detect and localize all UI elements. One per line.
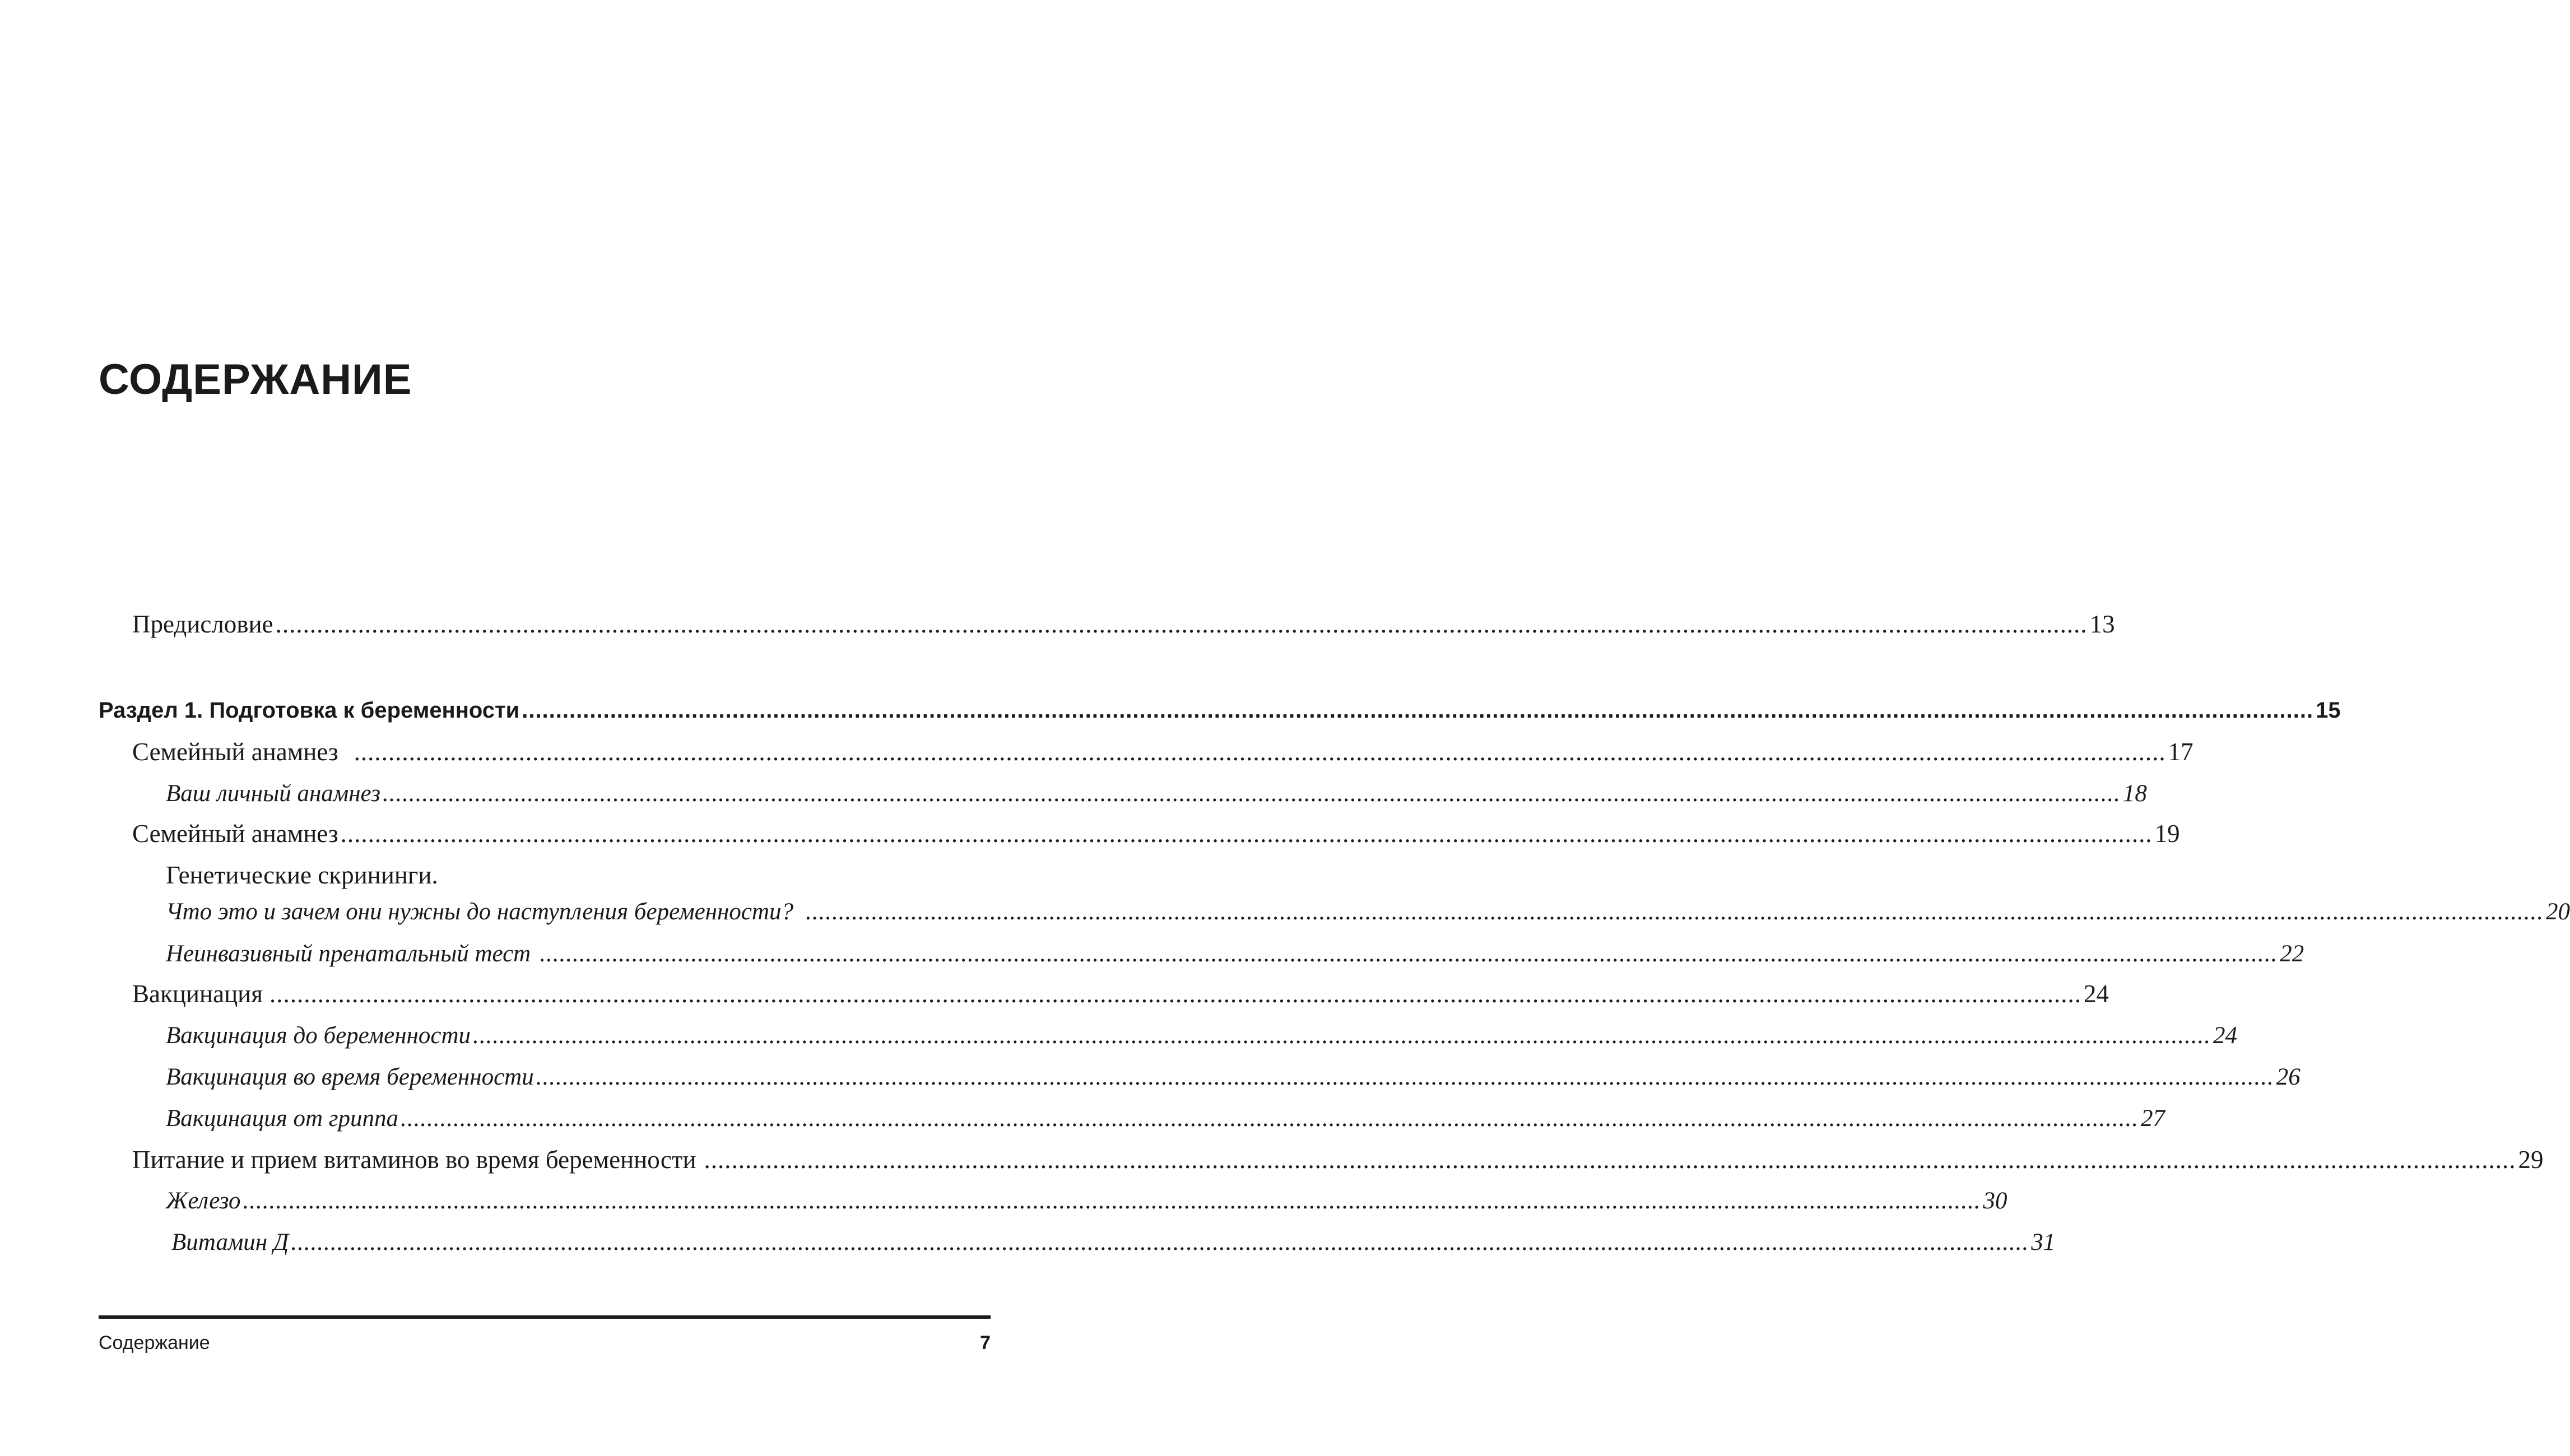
toc-subentry-page: 26 xyxy=(2276,1064,2301,1090)
toc-subentry-page: 31 xyxy=(2031,1229,2056,1255)
toc-subentry-vaccination-before[interactable] xyxy=(166,1022,2238,1049)
toc-subentry-page: 20 xyxy=(2545,899,2570,925)
toc-subentry-personal-history[interactable] xyxy=(166,780,2147,807)
dot-leader: ........................................................................................................................................................................................................................................................................ xyxy=(269,980,2081,1008)
toc-entry-vaccination[interactable] xyxy=(132,980,2109,1008)
footer-rule xyxy=(99,1315,991,1319)
running-footer-title: Содержание xyxy=(99,1332,210,1353)
toc-entry-preface[interactable] xyxy=(132,610,2115,638)
toc-section-1[interactable] xyxy=(99,698,2341,723)
toc-subentry-iron[interactable] xyxy=(166,1188,2007,1214)
toc-entry-title: Семейный анамнез xyxy=(132,738,338,766)
toc-subentry-title: Что это и зачем они нужны до наступления беременности? xyxy=(166,899,793,925)
toc-subentry-page: 27 xyxy=(2141,1105,2165,1132)
toc-section-page: 15 xyxy=(2316,698,2341,723)
toc-subentry-vaccination-during[interactable] xyxy=(166,1064,2301,1090)
toc-subentry-page: 30 xyxy=(1983,1188,2007,1214)
toc-entry-page: 29 xyxy=(2518,1146,2544,1174)
toc-subentry-genetic-screening[interactable] xyxy=(166,899,2570,925)
toc-entry-page: 13 xyxy=(2089,610,2115,638)
toc-subentry-vitamin-d[interactable] xyxy=(171,1229,2056,1255)
toc-entry-page: 19 xyxy=(2154,820,2180,848)
toc-entry-page: 24 xyxy=(2083,980,2109,1008)
dot-leader: ........................................................................................................................................................................................................................................................................ xyxy=(473,1022,2211,1049)
dot-leader: ........................................................................................................................................................................................................................................................................ xyxy=(536,1064,2274,1090)
page-heading: СОДЕРЖАНИЕ xyxy=(99,356,412,403)
toc-entry-family-history-2[interactable] xyxy=(132,820,2180,848)
toc-subentry-page: 18 xyxy=(2122,780,2147,807)
dot-leader: ........................................................................................................................................................................................................................................................................ xyxy=(291,1229,2029,1255)
dot-leader: ........................................................................................................................................................................................................................................................................ xyxy=(354,738,2166,766)
toc-entry-family-history[interactable] xyxy=(132,738,2193,766)
toc-subentry-title: Витамин Д xyxy=(171,1229,289,1255)
toc-entry-page: 17 xyxy=(2168,738,2193,766)
toc-subentry-page: 22 xyxy=(2280,941,2304,967)
toc-entry-nutrition[interactable] xyxy=(132,1146,2544,1174)
toc-entry-title: Вакцинация xyxy=(132,980,263,1008)
page-number: 7 xyxy=(980,1332,991,1353)
toc-subentry-title: Неинвазивный пренатальный тест xyxy=(166,941,531,967)
toc-subentry-page: 24 xyxy=(2213,1022,2238,1049)
toc-entry-title: Семейный анамнез xyxy=(132,820,338,848)
dot-leader: ........................................................................................................................................................................................................................................................................ xyxy=(401,1105,2139,1132)
dot-leader: ........................................................................................................................................................................................................................................................................ xyxy=(275,610,2088,638)
toc-entry-title: Предисловие xyxy=(132,610,273,638)
toc-subentry-title: Ваш личный анамнез xyxy=(166,780,380,807)
toc-subentry-title: Вакцинация от гриппа xyxy=(166,1105,399,1132)
dot-leader: ........................................................................................................................................................................................................................................................................ xyxy=(522,698,2314,723)
toc-subentry-title: Железо xyxy=(166,1188,241,1214)
toc-subentry-nipt[interactable] xyxy=(166,941,2304,967)
dot-leader: ........................................................................................................................................................................................................................................................................ xyxy=(540,941,2278,967)
dot-leader: ........................................................................................................................................................................................................................................................................ xyxy=(243,1188,1981,1214)
toc-subentry-genetic-screening-heading: Генетические скрининги. xyxy=(166,861,438,889)
toc-subentry-title: Вакцинация до беременности xyxy=(166,1022,471,1049)
dot-leader: ........................................................................................................................................................................................................................................................................ xyxy=(382,780,2121,807)
toc-section-title: Раздел 1. Подготовка к беременности xyxy=(99,698,520,723)
toc-subentry-flu-vaccination[interactable] xyxy=(166,1105,2165,1132)
toc-entry-title: Питание и прием витаминов во время беременности xyxy=(132,1146,696,1174)
dot-leader: ........................................................................................................................................................................................................................................................................ xyxy=(805,899,2544,925)
dot-leader: ........................................................................................................................................................................................................................................................................ xyxy=(340,820,2153,848)
toc-subentry-title: Вакцинация во время беременности xyxy=(166,1064,534,1090)
dot-leader: ........................................................................................................................................................................................................................................................................ xyxy=(704,1146,2516,1174)
